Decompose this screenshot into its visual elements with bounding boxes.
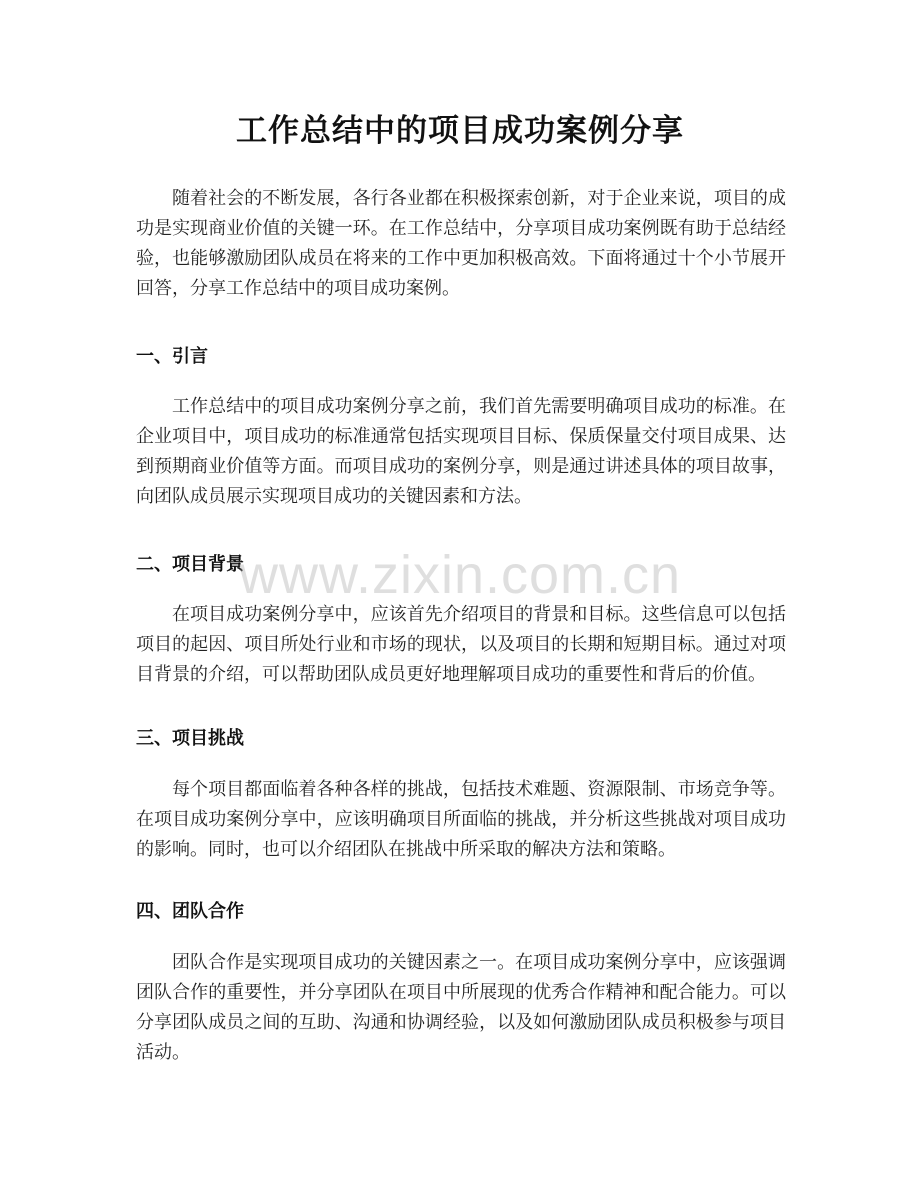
section-body-introduction: 工作总结中的项目成功案例分享之前，我们首先需要明确项目成功的标准。在企业项目中，项目成功的标准通常包括实现项目目标、保质保量交付项目成果、达到预期商业价值等方面。而项目成功的案例分享，则是通过讲述具体的项目故事，向团队成员展示实现项目成功的关键因素和方法。 [136, 396, 786, 507]
section-body-challenges: 每个项目都面临着各种各样的挑战，包括技术难题、资源限制、市场竞争等。在项目成功案例分享中，应该明确项目所面临的挑战，并分析这些挑战对项目成功的影响。同时，也可以介绍团队在挑战中所采取的解决方法和策略。 [136, 779, 786, 860]
section-heading-background: 二、项目背景 [136, 554, 244, 575]
section-body-teamwork: 团队合作是实现项目成功的关键因素之一。在项目成功案例分享中，应该强调团队合作的重要性，并分享团队在项目中所展现的优秀合作精神和配合能力。可以分享团队成员之间的互助、沟通和协调经验，以及如何激励团队成员积极参与项目活动。 [136, 952, 786, 1063]
intro-paragraph: 随着社会的不断发展，各行各业都在积极探索创新，对于企业来说，项目的成功是实现商业价值的关键一环。在工作总结中，分享项目成功案例既有助于总结经验，也能够激励团队成员在将来的工作中更加积极高效。下面将通过十个小节展开回答，分享工作总结中的项目成功案例。 [136, 188, 786, 299]
document-title: 工作总结中的项目成功案例分享 [236, 113, 684, 149]
section-body-background: 在项目成功案例分享中，应该首先介绍项目的背景和目标。这些信息可以包括项目的起因、项目所处行业和市场的现状，以及项目的长期和短期目标。通过对项目背景的介绍，可以帮助团队成员更好地理解项目成功的重要性和背后的价值。 [136, 604, 786, 685]
section-heading-teamwork: 四、团队合作 [136, 901, 244, 922]
section-heading-introduction: 一、引言 [136, 346, 208, 367]
section-heading-challenges: 三、项目挑战 [136, 728, 244, 749]
watermark: www.zixin.com.cn [238, 545, 682, 605]
